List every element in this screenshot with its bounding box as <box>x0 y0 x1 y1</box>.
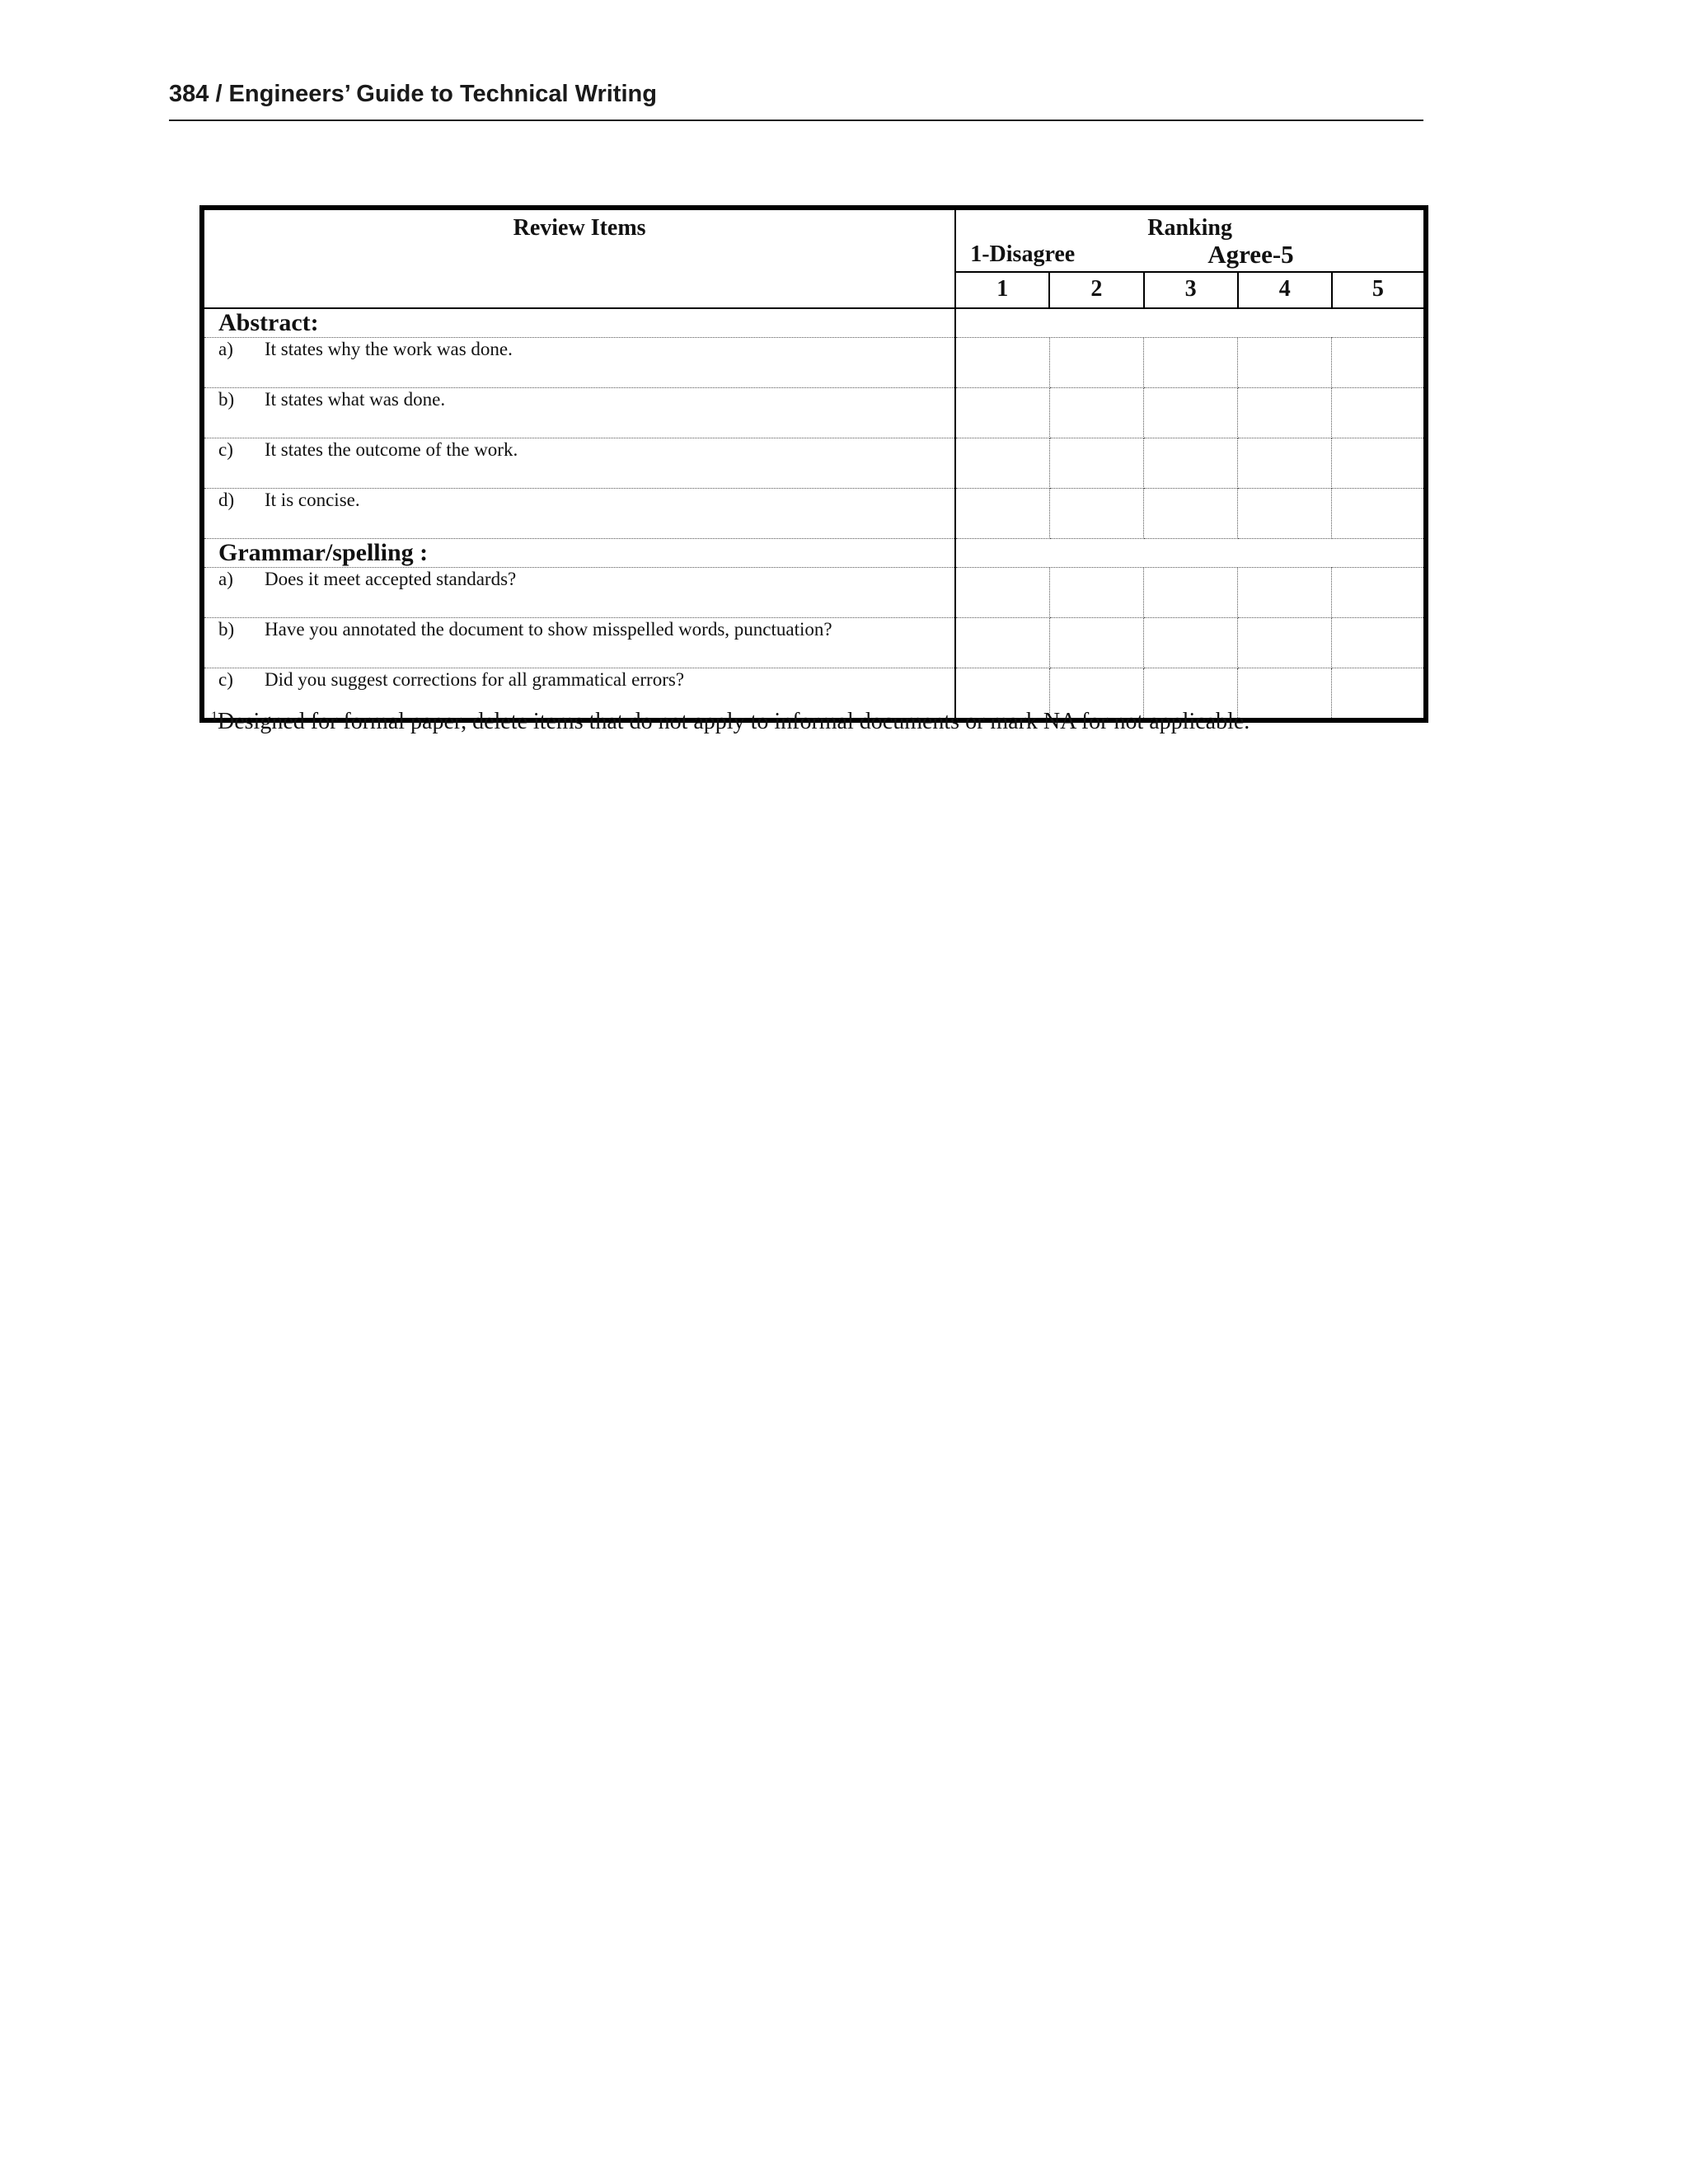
rank-cell-4[interactable] <box>1238 489 1332 539</box>
rank-cell-3[interactable] <box>1144 388 1238 438</box>
item-letter: c) <box>218 669 233 690</box>
rank-cell-2[interactable] <box>1049 438 1143 489</box>
review-items-header: Review Items <box>202 208 955 308</box>
item-text: It states why the work was done. <box>265 339 513 359</box>
scale-number-1: 1 <box>955 272 1049 308</box>
rank-cell-3[interactable] <box>1144 438 1238 489</box>
rank-cell-1[interactable] <box>955 388 1049 438</box>
rank-cell-3[interactable] <box>1144 568 1238 618</box>
rank-cell-4[interactable] <box>1238 568 1332 618</box>
review-item <box>202 568 955 618</box>
rank-cell-4[interactable] <box>1238 618 1332 668</box>
scale-low-label: 1-Disagree <box>970 241 1076 267</box>
rank-cell-2[interactable] <box>1049 568 1143 618</box>
item-letter: b) <box>218 619 235 640</box>
rank-cell-5[interactable] <box>1332 568 1426 618</box>
review-item-row <box>202 618 1426 668</box>
rank-cell-2[interactable] <box>1049 338 1143 388</box>
rank-cell-1[interactable] <box>955 618 1049 668</box>
running-head: 384 / Engineers’ Guide to Technical Writing <box>169 81 657 107</box>
review-item-row <box>202 388 1426 438</box>
footnote-marker: 1 <box>211 710 218 724</box>
scale-number-4: 4 <box>1238 272 1332 308</box>
rank-cell-2[interactable] <box>1049 489 1143 539</box>
item-text: Does it meet accepted standards? <box>265 569 517 589</box>
review-item <box>202 388 955 438</box>
review-item-row <box>202 338 1426 388</box>
footnote-text: Designed for formal paper, delete items that do not apply to informal documents or mark NA for not applicable. <box>218 709 1250 734</box>
review-item <box>202 618 955 668</box>
scale-high-label: Agree-5 <box>1207 240 1294 269</box>
sections-body <box>202 308 1426 720</box>
scale-number-2: 2 <box>1049 272 1143 308</box>
rank-cell-3[interactable] <box>1144 338 1238 388</box>
review-item-row <box>202 568 1426 618</box>
rank-cell-3[interactable] <box>1144 618 1238 668</box>
item-letter: b) <box>218 389 235 410</box>
item-text: Did you suggest corrections for all grammatical errors? <box>265 669 685 690</box>
item-text: It states what was done. <box>265 389 446 410</box>
review-checklist-table <box>199 205 1428 723</box>
section-title: Abstract: <box>202 308 955 338</box>
footnote <box>211 709 1250 735</box>
section-ranking-blank <box>955 308 1426 338</box>
rank-cell-4[interactable] <box>1238 668 1332 721</box>
section-ranking-blank <box>955 539 1426 568</box>
item-text: Have you annotated the document to show misspelled words, punctuation? <box>265 619 832 640</box>
rank-cell-5[interactable] <box>1332 438 1426 489</box>
scale-number-5: 5 <box>1332 272 1426 308</box>
review-item <box>202 489 955 539</box>
item-letter: a) <box>218 339 233 359</box>
rank-cell-3[interactable] <box>1144 489 1238 539</box>
rank-cell-5[interactable] <box>1332 618 1426 668</box>
scale-number-3: 3 <box>1144 272 1238 308</box>
rank-cell-4[interactable] <box>1238 338 1332 388</box>
rank-cell-4[interactable] <box>1238 438 1332 489</box>
rank-cell-5[interactable] <box>1332 489 1426 539</box>
rank-cell-1[interactable] <box>955 438 1049 489</box>
header-rule <box>169 120 1423 121</box>
item-text: It is concise. <box>265 490 360 510</box>
item-text: It states the outcome of the work. <box>265 439 518 460</box>
rank-cell-1[interactable] <box>955 338 1049 388</box>
item-letter: d) <box>218 490 235 510</box>
section-title: Grammar/spelling : <box>202 539 955 568</box>
rank-cell-1[interactable] <box>955 489 1049 539</box>
rank-cell-1[interactable] <box>955 568 1049 618</box>
item-letter: a) <box>218 569 233 589</box>
rank-cell-5[interactable] <box>1332 668 1426 721</box>
rank-cell-5[interactable] <box>1332 388 1426 438</box>
rank-cell-4[interactable] <box>1238 388 1332 438</box>
rank-cell-2[interactable] <box>1049 618 1143 668</box>
rank-cell-2[interactable] <box>1049 388 1143 438</box>
review-item <box>202 438 955 489</box>
item-letter: c) <box>218 439 233 460</box>
review-item <box>202 338 955 388</box>
rank-cell-5[interactable] <box>1332 338 1426 388</box>
ranking-header <box>955 208 1426 272</box>
review-item-row <box>202 438 1426 489</box>
ranking-title: Ranking <box>1147 215 1232 241</box>
review-item-row <box>202 489 1426 539</box>
